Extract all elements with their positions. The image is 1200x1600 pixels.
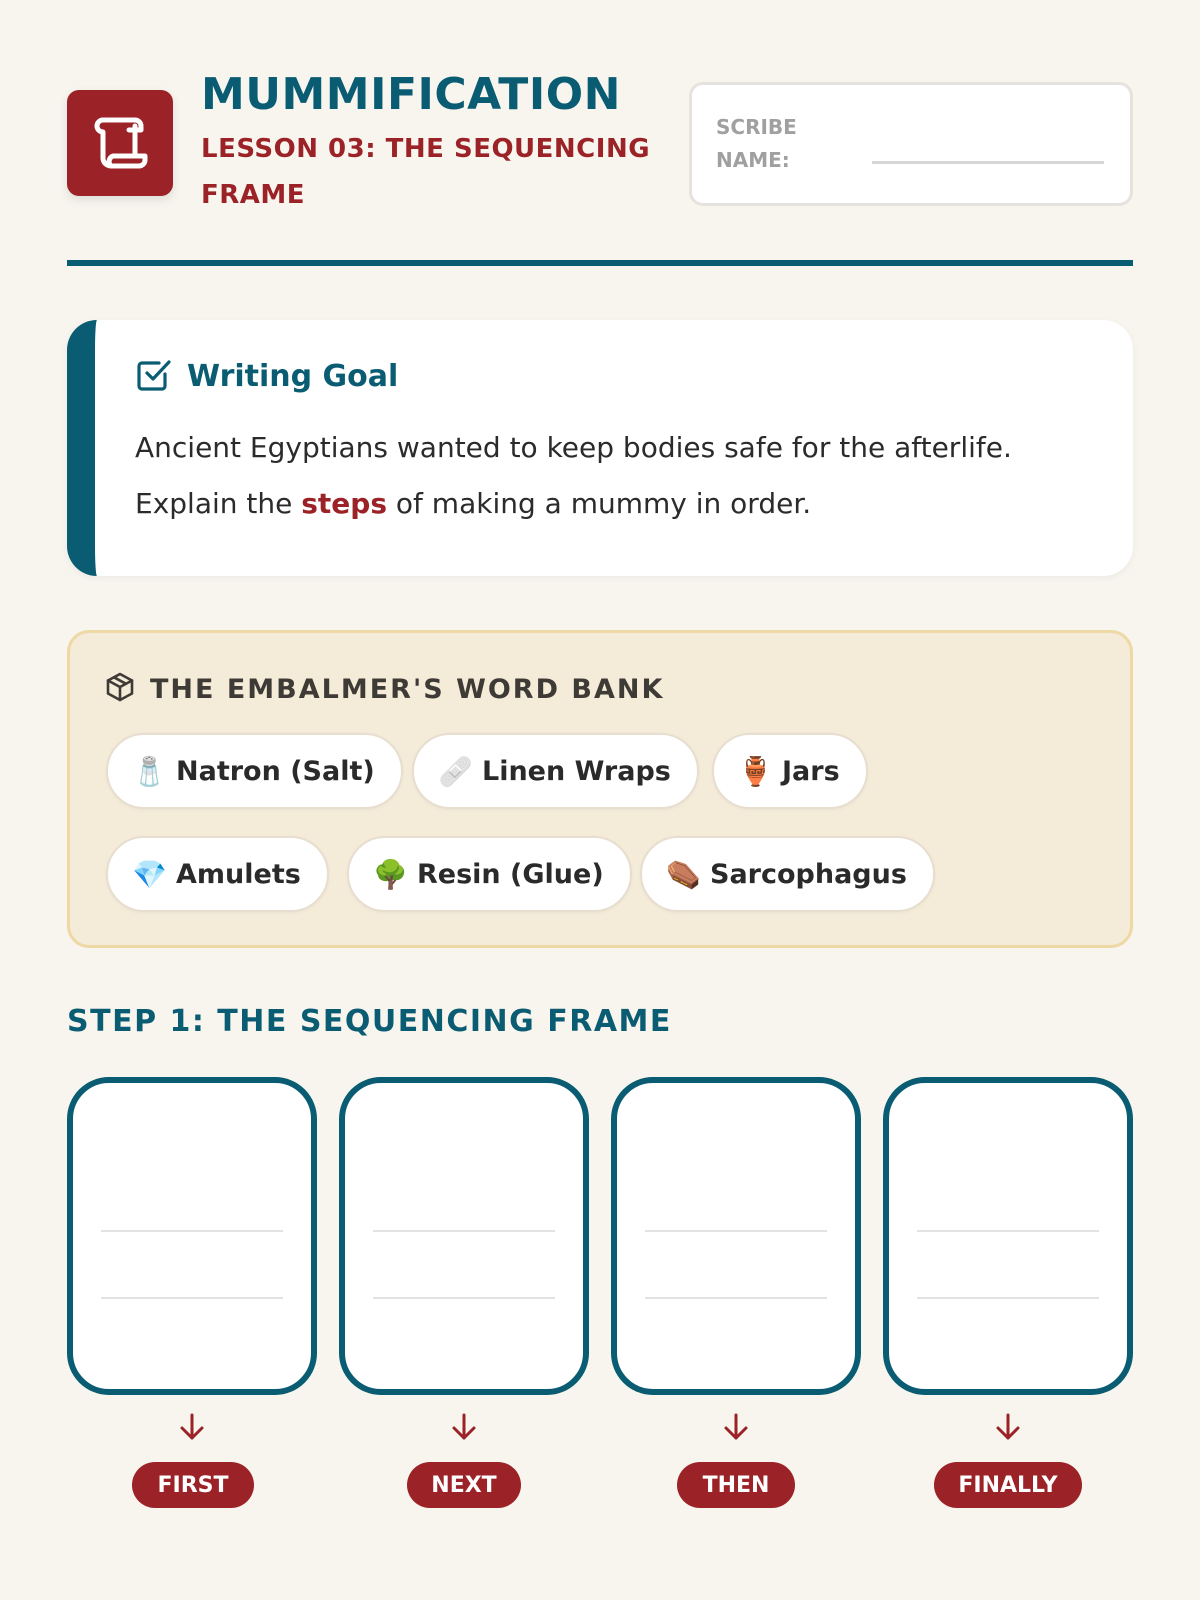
label-finally: FINALLY <box>934 1462 1082 1508</box>
coffin-icon: ⚰️ <box>666 857 701 891</box>
sequence-box-then[interactable] <box>611 1077 861 1395</box>
word-chip-resin[interactable] <box>347 836 632 912</box>
label-next: NEXT <box>407 1462 521 1508</box>
writing-line <box>917 1230 1099 1232</box>
arrow-down-icon <box>67 1412 317 1448</box>
writing-line <box>645 1230 827 1232</box>
writing-line <box>373 1230 555 1232</box>
arrow-down-icon <box>883 1412 1133 1448</box>
writing-line <box>645 1297 827 1299</box>
salt-icon: 🧂 <box>132 754 167 788</box>
writing-goal-header <box>135 356 398 396</box>
label-first: FIRST <box>132 1462 254 1508</box>
sequence-box-next[interactable] <box>339 1077 589 1395</box>
word-chip-sarcophagus[interactable] <box>640 836 935 912</box>
gem-icon: 💎 <box>132 857 167 891</box>
word-chip-label: Resin (Glue) <box>417 858 604 890</box>
word-chip-label: Amulets <box>176 858 301 890</box>
goal-line-2-after: of making a mummy in order. <box>387 487 812 520</box>
header-divider <box>67 260 1133 266</box>
word-chip-label: Natron (Salt) <box>176 755 375 787</box>
word-bank-title: THE EMBALMER'S WORD BANK <box>150 673 665 705</box>
goal-line-1: Ancient Egyptians wanted to keep bodies safe for the afterlife. <box>135 431 1012 464</box>
word-bank <box>67 630 1133 948</box>
jar-icon: 🏺 <box>738 754 773 788</box>
sequence-box-finally[interactable] <box>883 1077 1133 1395</box>
writing-goal-card <box>67 320 1133 576</box>
writing-goal-title: Writing Goal <box>187 358 399 394</box>
word-chip-label: Sarcophagus <box>710 858 907 890</box>
scroll-icon <box>67 90 173 196</box>
bandage-icon: 🩹 <box>438 754 473 788</box>
goal-highlight: steps <box>301 487 387 520</box>
writing-line <box>101 1230 283 1232</box>
word-chip-label: Linen Wraps <box>482 755 671 787</box>
word-chip-amulets[interactable] <box>106 836 329 912</box>
scribe-name-field[interactable] <box>872 161 1104 164</box>
word-chip-label: Jars <box>782 755 840 787</box>
header <box>67 66 1133 216</box>
scribe-name-label: SCRIBE NAME: <box>716 115 797 172</box>
title-block <box>201 68 671 218</box>
arrow-down-icon <box>611 1412 861 1448</box>
tree-icon: 🌳 <box>373 857 408 891</box>
writing-line <box>101 1297 283 1299</box>
writing-line <box>373 1297 555 1299</box>
checkbox-icon <box>135 355 173 397</box>
word-chip-jars[interactable] <box>712 733 868 809</box>
goal-line-2-before: Explain the <box>135 487 302 520</box>
goal-line-2 <box>135 476 1095 532</box>
writing-line <box>917 1297 1099 1299</box>
word-chip-linen[interactable] <box>412 733 699 809</box>
cube-icon <box>104 671 136 707</box>
writing-goal-text <box>135 420 1095 532</box>
scribe-name-box[interactable] <box>689 82 1133 206</box>
sequence-box-first[interactable] <box>67 1077 317 1395</box>
word-bank-header <box>104 671 664 707</box>
label-then: THEN <box>677 1462 795 1508</box>
arrow-down-icon <box>339 1412 589 1448</box>
page-title: MUMMIFICATION <box>201 69 621 120</box>
lesson-subtitle: LESSON 03: THE SEQUENCING FRAME <box>201 134 651 210</box>
word-chip-natron[interactable] <box>106 733 403 809</box>
sequencing-title: STEP 1: THE SEQUENCING FRAME <box>67 1004 672 1039</box>
